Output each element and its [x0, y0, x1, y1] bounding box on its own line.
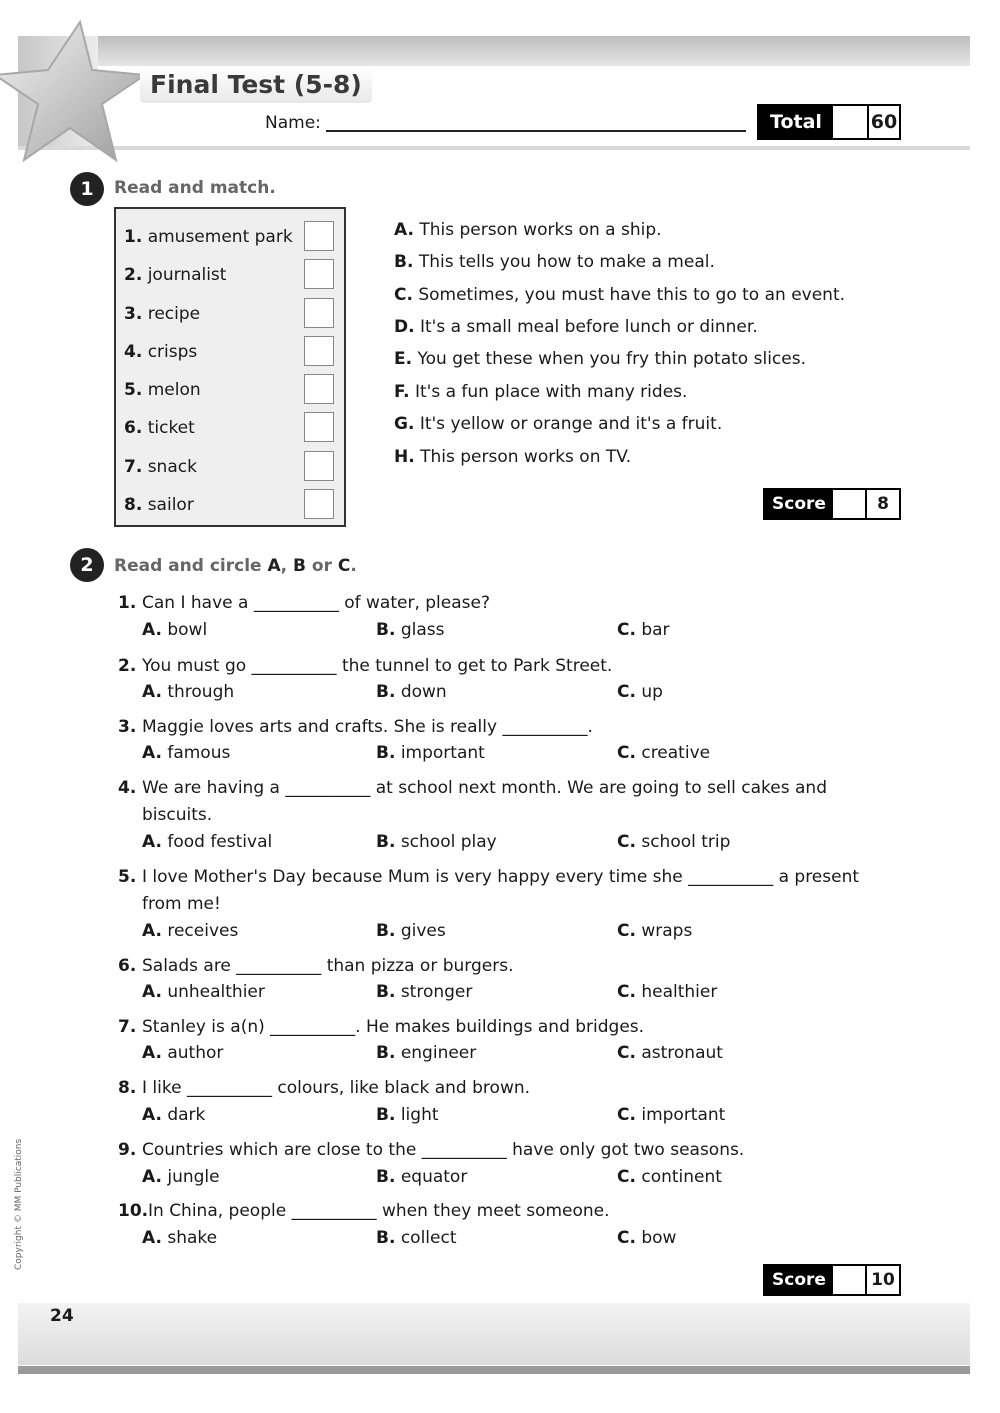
match-item: 4. crisps [124, 342, 198, 362]
match-item: 6. ticket [124, 418, 195, 438]
page-frame-top [18, 36, 970, 66]
star-icon [0, 20, 150, 170]
definition-h: H. This person works on TV. [394, 447, 632, 467]
question-10: 10.In China, people __________ when they meet someone. [118, 1201, 610, 1221]
option-b[interactable]: B. collect [376, 1228, 457, 1248]
name-field[interactable] [326, 130, 746, 132]
definition-c: C. Sometimes, you must have this to go to an event. [394, 285, 846, 305]
page-frame-strip [18, 146, 970, 150]
question-1: 1. Can I have a __________ of water, please? [118, 593, 490, 613]
answer-box[interactable] [304, 221, 334, 251]
definition-g: G. It's yellow or orange and it's a fruit. [394, 414, 723, 434]
copyright-text: Copyright © MM Publications [14, 1138, 24, 1270]
definition-b: B. This tells you how to make a meal. [394, 252, 715, 272]
option-b[interactable]: B. important [376, 743, 485, 763]
total-max-value: 60 [870, 111, 898, 133]
section-1-number: 1 [70, 172, 104, 206]
section-2-number: 2 [70, 548, 104, 582]
option-a[interactable]: A. shake [142, 1228, 218, 1248]
option-c[interactable]: C. creative [617, 743, 711, 763]
question-9: 9. Countries which are close to the __________ have only got two seasons. [118, 1140, 745, 1160]
option-a[interactable]: A. jungle [142, 1167, 220, 1187]
answer-box[interactable] [304, 412, 334, 442]
section-2-score-box [763, 1264, 901, 1296]
score-field[interactable] [833, 490, 867, 518]
question-6: 6. Salads are __________ than pizza or burgers. [118, 956, 514, 976]
option-c[interactable]: C. wraps [617, 921, 693, 941]
answer-box[interactable] [304, 336, 334, 366]
question-4: 4. We are having a __________ at school next month. We are going to sell cakes and biscuits. [118, 778, 827, 825]
match-item: 1. amusement park [124, 227, 293, 247]
option-c[interactable]: C. bow [617, 1228, 677, 1248]
question-7: 7. Stanley is a(n) __________. He makes buildings and bridges. [118, 1017, 645, 1037]
score-label: Score [765, 1266, 833, 1294]
option-b[interactable]: B. down [376, 682, 447, 702]
match-item: 2. journalist [124, 265, 227, 285]
question-8: 8. I like __________ colours, like black and brown. [118, 1078, 531, 1098]
match-item: 7. snack [124, 457, 197, 477]
option-c[interactable]: C. important [617, 1105, 726, 1125]
question-5: 5. I love Mother's Day because Mum is very happy every time she __________ a present from me! [118, 867, 860, 914]
score-field[interactable] [833, 1266, 867, 1294]
option-c[interactable]: C. school trip [617, 832, 731, 852]
option-b[interactable]: B. glass [376, 620, 445, 640]
question-2: 2. You must go __________ the tunnel to get to Park Street. [118, 656, 613, 676]
option-b[interactable]: B. school play [376, 832, 497, 852]
definition-e: E. You get these when you fry thin potato slices. [394, 349, 806, 369]
option-b[interactable]: B. equator [376, 1167, 468, 1187]
option-a[interactable]: A. food festival [142, 832, 273, 852]
option-c[interactable]: C. healthier [617, 982, 718, 1002]
page-number: 24 [50, 1306, 74, 1326]
option-b[interactable]: B. light [376, 1105, 439, 1125]
section-2-instruction: Read and circle A, B or C. [114, 556, 357, 576]
match-item: 8. sailor [124, 495, 194, 515]
option-a[interactable]: A. dark [142, 1105, 206, 1125]
option-a[interactable]: A. through [142, 682, 235, 702]
definition-a: A. This person works on a ship. [394, 220, 662, 240]
score-max-value: 10 [871, 1270, 895, 1290]
definition-f: F. It's a fun place with many rides. [394, 382, 688, 402]
section-1-instruction: Read and match. [114, 178, 276, 198]
score-label: Score [765, 490, 833, 518]
option-c[interactable]: C. continent [617, 1167, 722, 1187]
answer-box[interactable] [304, 451, 334, 481]
answer-box[interactable] [304, 259, 334, 289]
option-a[interactable]: A. unhealthier [142, 982, 265, 1002]
match-item: 5. melon [124, 380, 201, 400]
total-score-field[interactable] [833, 106, 869, 138]
answer-box[interactable] [304, 374, 334, 404]
option-b[interactable]: B. gives [376, 921, 446, 941]
option-a[interactable]: A. bowl [142, 620, 208, 640]
answer-box[interactable] [304, 489, 334, 519]
option-a[interactable]: A. receives [142, 921, 239, 941]
total-score-box [757, 104, 901, 140]
option-b[interactable]: B. engineer [376, 1043, 477, 1063]
option-a[interactable]: A. famous [142, 743, 231, 763]
definition-d: D. It's a small meal before lunch or dinner. [394, 317, 758, 337]
question-3: 3. Maggie loves arts and crafts. She is really __________. [118, 717, 593, 737]
name-label: Name: [265, 113, 321, 133]
page-frame-bottom-line [18, 1366, 970, 1374]
section-1-score-box [763, 488, 901, 520]
option-c[interactable]: C. astronaut [617, 1043, 723, 1063]
answer-box[interactable] [304, 298, 334, 328]
match-item: 3. recipe [124, 304, 201, 324]
option-c[interactable]: C. bar [617, 620, 670, 640]
option-b[interactable]: B. stronger [376, 982, 473, 1002]
score-max-value: 8 [877, 494, 889, 514]
option-c[interactable]: C. up [617, 682, 663, 702]
total-label: Total [759, 106, 833, 138]
match-items-box [114, 207, 346, 527]
page-title: Final Test (5-8) [140, 67, 372, 103]
page-frame-bottom [18, 1303, 970, 1365]
option-a[interactable]: A. author [142, 1043, 224, 1063]
